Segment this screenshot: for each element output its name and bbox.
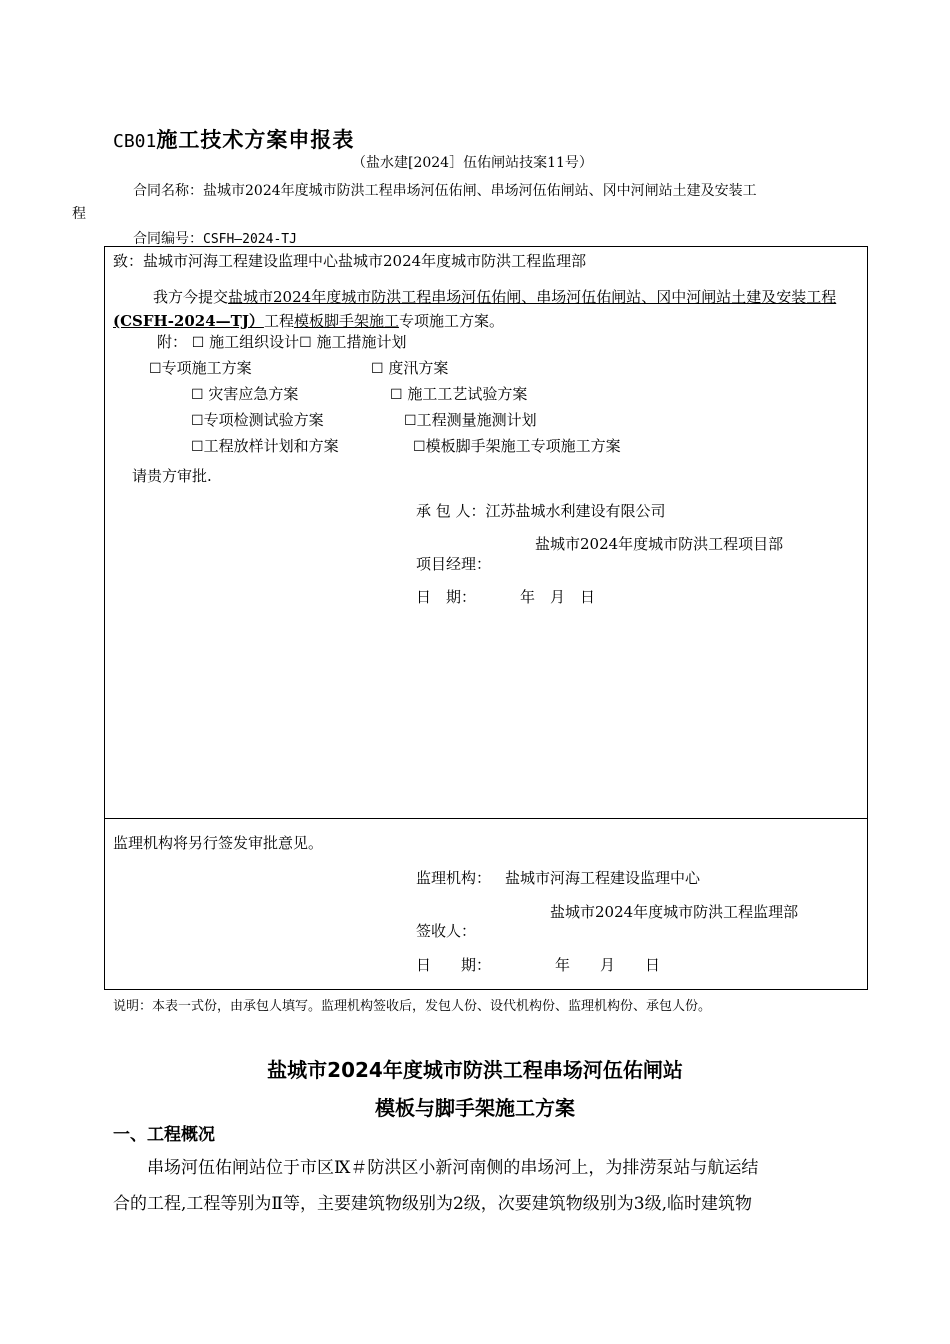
supervision-date [416,954,660,975]
date-label: 日 期： [416,588,477,606]
submission-paragraph [113,285,861,333]
contractor-label: 承 包 人： [416,502,486,520]
attach-item-layout: ☐工程放样计划和方案 [191,437,339,455]
supervision-org-label: 监理机构： [416,869,492,887]
submit-mid: 工程 [263,312,294,330]
attach-item-special-test: ☐专项检测试验方案 [191,411,324,429]
item-measures: 施工措施计划 [316,333,407,351]
checkbox-icon[interactable]: ☐ [299,335,312,351]
submit-code: (CSFH-2024—TJ） [113,312,264,330]
attach-item-formwork: ☐模板脚手架施工专项施工方案 [413,437,621,455]
submit-plan: 模板脚手架施工 [293,312,399,330]
checkbox-icon[interactable]: ☐ [149,361,162,377]
form-title [113,124,354,154]
contractor [416,500,666,521]
addressee: 致：盐城市河海工程建设监理中心盐城市2024年度城市防洪工程监理部 [113,252,587,270]
attach-item-process-test: ☐ 施工工艺试验方案 [390,385,528,403]
checkbox-icon[interactable]: ☐ [191,387,204,403]
project-dept: 盐城市2024年度城市防洪工程项目部 [535,535,784,553]
contract-name-value: 盐城市2024年度城市防洪工程串场河伍佑闸、串场河伍佑闸站、冈中河闸站土建及安装工 [203,183,757,199]
checkbox-icon[interactable]: ☐ [371,361,384,377]
section-heading: 一、工程概况 [113,1125,215,1145]
doc-title-line2: 模板与脚手架施工方案 [375,1096,575,1120]
checkbox-icon[interactable]: ☐ [191,439,204,455]
supervision-date-value: 年 月 日 [555,956,661,974]
paragraph-line-1: 串场河伍佑闸站位于市区Ⅸ＃防洪区小新河南侧的串场河上，为排涝泵站与航运结 [113,1158,759,1178]
supervision-date-label: 日 期： [416,956,492,974]
request-text: 请贵方审批. [132,467,212,485]
attach-row-1 [157,331,407,352]
checkbox-icon[interactable]: ☐ [404,413,417,429]
date-value: 年 月 日 [520,588,596,606]
checkbox-icon[interactable]: ☐ [390,387,403,403]
form-subtitle: （盐水建[2024］伍佑闸站技案11号） [352,155,593,171]
attach-item-special: ☐专项施工方案 [149,359,252,377]
supervision-org [416,867,700,888]
supervision-box [104,818,868,990]
contract-no [133,228,297,248]
submit-project: 盐城市2024年度城市防洪工程串场河伍佑闸、串场河伍佑闸站、冈中河闸站土建及安装工程 [228,288,837,306]
supervision-dept: 盐城市2024年度城市防洪工程监理部 [550,903,799,921]
submit-prefix: 我方今提交 [153,288,229,306]
submit-suffix: 专项施工方案。 [398,312,504,330]
date-row [416,586,595,607]
attach-item-survey: ☐工程测量施测计划 [404,411,537,429]
contract-no-value: CSFH—2024-TJ [203,232,297,247]
paragraph-line-2: 合的工程,工程等别为Ⅱ等，主要建筑物级别为2级，次要建筑物级别为3级,临时建筑物 [113,1194,752,1214]
manager-label: 项目经理： [416,555,492,573]
checkbox-icon[interactable]: ☐ [413,439,426,455]
submission-box [104,246,868,819]
form-note: 说明：本表一式份，由承包人填写。监理机构签收后，发包人份、设代机构份、监理机构份、承包人份。 [113,999,712,1014]
receiver-label: 签收人： [416,922,477,940]
contract-name [133,180,757,200]
form-title-text: 施工技术方案申报表 [156,127,355,152]
attach-label: 附： [157,333,188,351]
form-code: CB01 [113,131,157,152]
doc-title-line1: 盐城市2024年度城市防洪工程串场河伍佑闸站 [267,1058,683,1082]
supervision-opinion: 监理机构将另行签发审批意见。 [113,834,324,852]
contractor-value: 江苏盐城水利建设有限公司 [485,502,666,520]
supervision-org-value: 盐城市河海工程建设监理中心 [505,869,701,887]
item-org-design: 施工组织设计 [209,333,300,351]
contract-no-label: 合同编号： [133,231,203,247]
attach-item-emergency: ☐ 灾害应急方案 [191,385,299,403]
contract-name-label: 合同名称： [133,183,203,199]
attach-item-flood: ☐ 度汛方案 [371,359,449,377]
contract-name-wrap: 程 [72,206,86,222]
checkbox-icon[interactable]: ☐ [191,335,205,351]
checkbox-icon[interactable]: ☐ [191,413,204,429]
